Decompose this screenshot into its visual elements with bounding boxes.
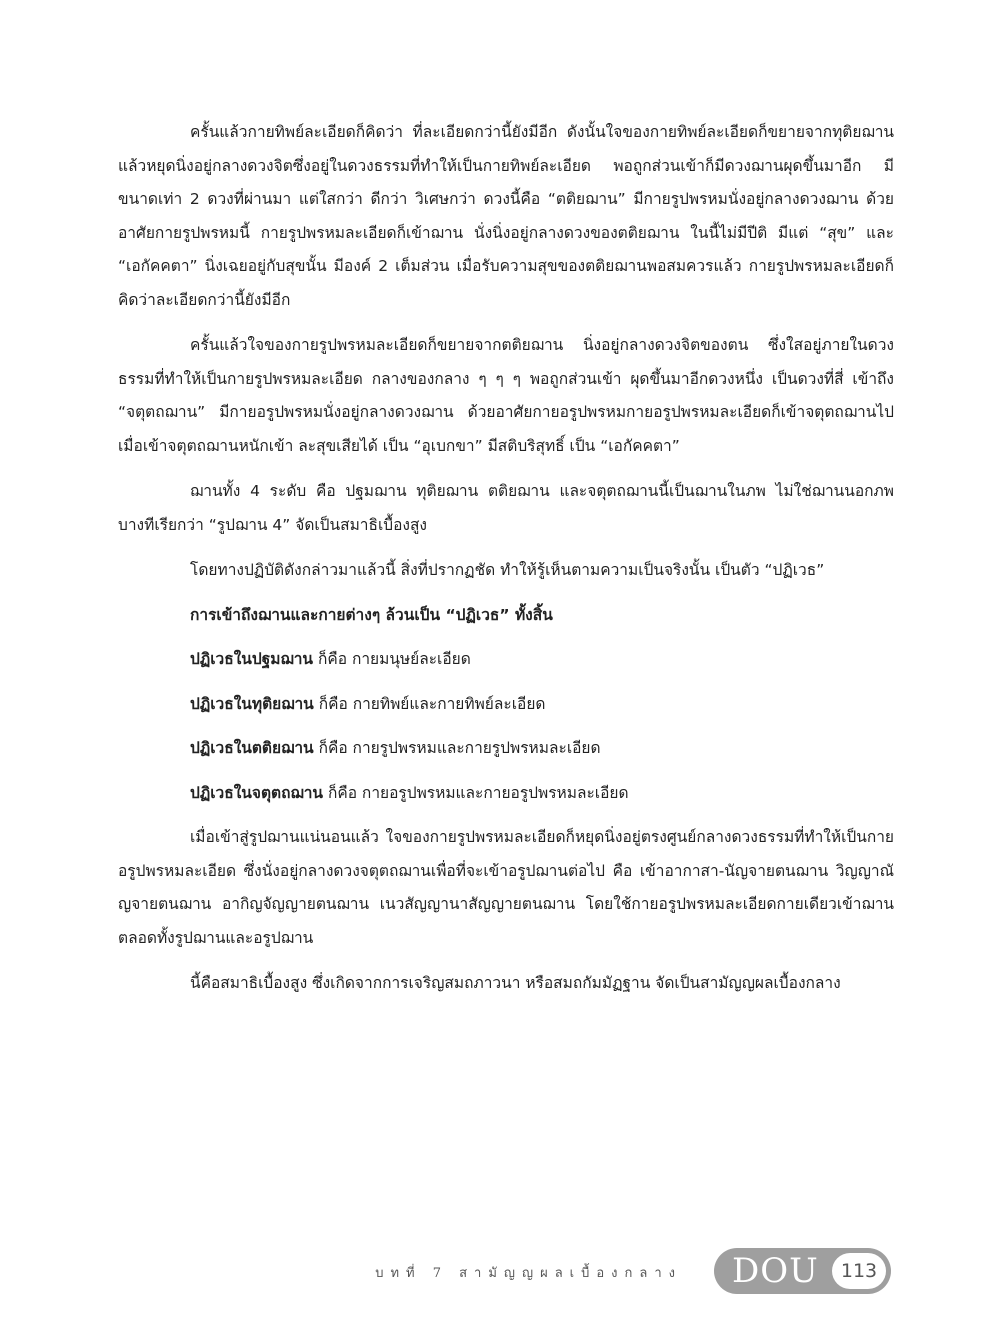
- page-number: 113: [832, 1253, 886, 1289]
- term-description: ก็คือ กายมนุษย์ละเอียด: [313, 650, 471, 668]
- term-label: ปฏิเวธในจตุตถฌาน: [190, 783, 324, 802]
- page-badge: [714, 1248, 891, 1294]
- term-label: ปฏิเวธในทุติยฌาน: [190, 694, 314, 713]
- chapter-title: บทที่ 7 สามัญญผลเบื้องกลาง: [375, 1266, 682, 1281]
- pativedha-item: [118, 732, 894, 766]
- page-footer: [0, 1248, 1000, 1298]
- paragraph: เมื่อเข้าสู่รูปฌานแน่นอนแล้ว ใจของกายรูปพรหมละเอียดก็หยุดนิ่งอยู่ตรงศูนย์กลางดวงธรรมที่ทำให้เป็นกายอรูปพรหมละเอียด ซึ่งนั่งอยู่กลางดวงจตุตถฌานเพื่อที่จะเข้าอรูปฌานต่อไป คือ เข้าอากาสา-นัญจายตนฌาน วิญญาณัญจายตนฌาน อากิญจัญญายตนฌาน เนวสัญญานาสัญญายตนฌาน โดยใช้กายอรูปพรหมละเอียดกายเดียวเข้าฌานตลอดทั้งรูปฌานและอรูปฌาน: [118, 828, 894, 947]
- term-description: ก็คือ กายรูปพรหมและกายรูปพรหมละเอียด: [313, 739, 601, 757]
- term-description: ก็คือ กายอรูปพรหมและกายอรูปพรหมละเอียด: [323, 783, 629, 802]
- pativedha-item: [118, 777, 894, 811]
- paragraph: นี้คือสมาธิเบื้องสูง ซึ่งเกิดจากการเจริญสมถภาวนา หรือสมถกัมมัฏฐาน จัดเป็นสามัญญผลเบื้องกลาง: [190, 974, 841, 992]
- paragraph: ครั้นแล้วใจของกายรูปพรหมละเอียดก็ขยายจากตติยฌาน นิ่งอยู่กลางดวงจิตของตน ซึ่งใสอยู่ภายในดวงธรรมที่ทำให้เป็นกายรูปพรหมละเอียด กลางของกลาง ๆ ๆ ๆ พอถูกส่วนเข้า ผุดขึ้นมาอีกดวงหนึ่ง เป็นดวงที่สี่ เข้าถึง “จตุตถฌาน” มีกายอรูปพรหมนั่งอยู่กลางดวงฌาน ด้วยอาศัยกายอรูปพรหมกายอรูปพรหมละเอียดก็เข้าจตุตถฌานไป เมื่อเข้าจตุตถฌานหนักเข้า ละสุขเสียได้ เป็น “อุเบกขา” มีสติบริสุทธิ์ เป็น “เอกัคคตา”: [118, 336, 894, 455]
- paragraph: โดยทางปฏิบัติดังกล่าวมาแล้วนี้ สิ่งที่ปรากฏชัด ทำให้รู้เห็นตามความเป็นจริงนั้น เป็นตัว “ปฏิเวธ”: [190, 561, 825, 579]
- paragraph: ฌานทั้ง 4 ระดับ คือ ปฐมฌาน ทุติยฌาน ตติยฌาน และจตุตถฌานนี้เป็นฌานในภพ ไม่ใช่ฌานนอกภพ บางทีเรียกว่า “รูปฌาน 4” จัดเป็นสมาธิเบื้องสูง: [118, 482, 894, 534]
- paragraph: ครั้นแล้วกายทิพย์ละเอียดก็คิดว่า ที่ละเอียดกว่านี้ยังมีอีก ดังนั้นใจของกายทิพย์ละเอียดก็ขยายจากทุติยฌาน แล้วหยุดนิ่งอยู่กลางดวงจิตซึ่งอยู่ในดวงธรรมที่ทำให้เป็นกายทิพย์ละเอียด พอถูกส่วนเข้าก็มีดวงฌานผุดขึ้นมาอีก มีขนาดเท่า 2 ดวงที่ผ่านมา แต่ใสกว่า ดีกว่า วิเศษกว่า ดวงนี้คือ “ตติยฌาน” มีกายรูปพรหมนั่งอยู่กลางดวงฌาน ด้วยอาศัยกายรูปพรหมนี้ กายรูปพรหมละเอียดก็เข้าฌาน นั่งนิ่งอยู่กลางดวงของตติยฌาน ในนี้ไม่มีปีติ มีแต่ “สุข” และ “เอกัคคตา” นิ่งเฉยอยู่กับสุขนั้น มีองค์ 2 เต็มส่วน เมื่อรับความสุขของตติยฌานพอสมควรแล้ว กายรูปพรหมละเอียดก็คิดว่าละเอียดกว่านี้ยังมีอีก: [118, 123, 894, 309]
- term-description: ก็คือ กายทิพย์และกายทิพย์ละเอียด: [313, 694, 546, 713]
- section-heading: การเข้าถึงฌานและกายต่างๆ ล้วนเป็น “ปฏิเวธ” ทั้งสิ้น: [190, 605, 553, 624]
- pativedha-item: [118, 643, 894, 677]
- term-label: ปฏิเวธในตติยฌาน: [190, 739, 314, 757]
- page-body: [118, 116, 894, 1013]
- dou-logo: DOU: [732, 1251, 819, 1291]
- pativedha-item: [118, 688, 894, 722]
- term-label: ปฏิเวธในปฐมฌาน: [190, 650, 314, 668]
